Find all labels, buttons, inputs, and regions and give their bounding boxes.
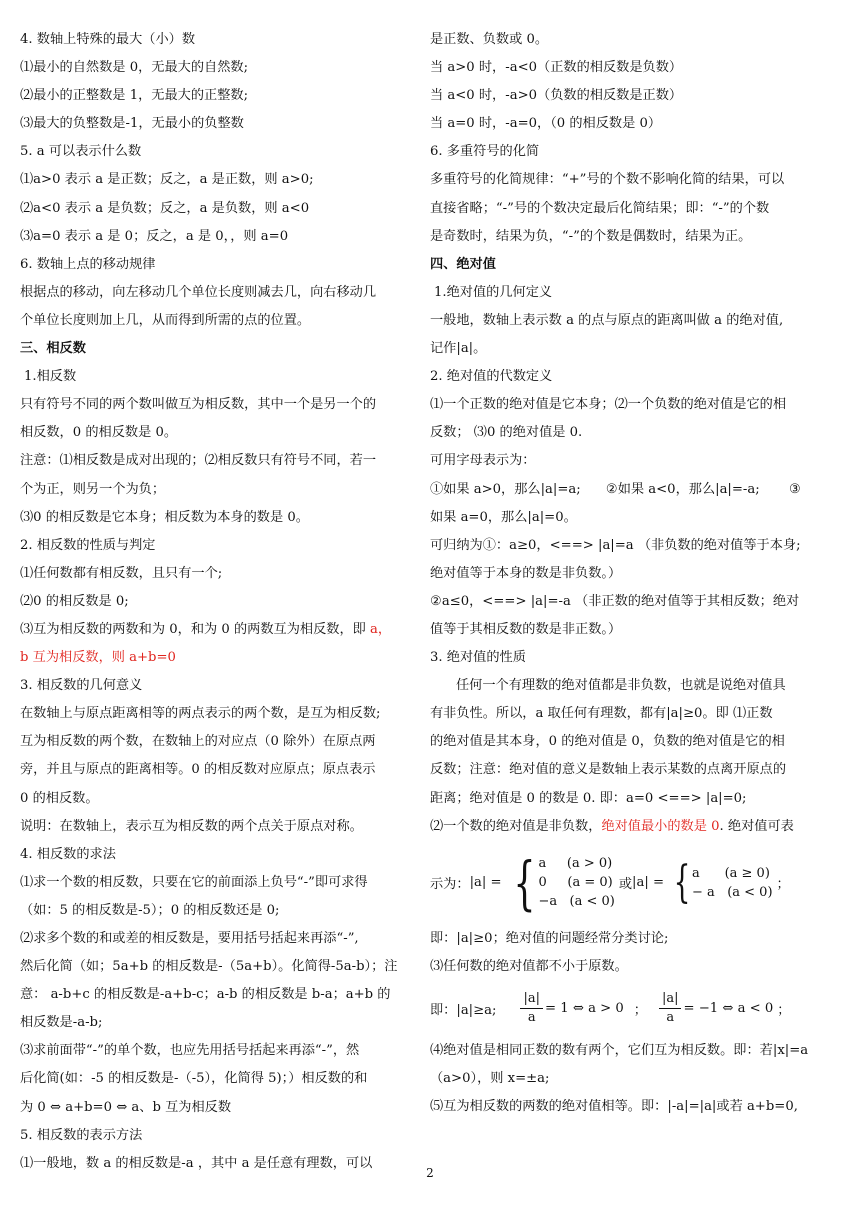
case-row: −a (a < 0) [538,894,615,910]
fraction [520,990,543,1027]
heading-opposite-geometry: 3. 相反数的几何意义 [20,678,143,694]
fraction [659,990,682,1027]
heading-opposite-methods: 4. 相反数的求法 [20,846,116,862]
text-line: ⑸互为相反数的两数的绝对值相等。即：|-a|=|a|或若 a+b=0, [430,1099,798,1115]
case-row: a (a ≥ 0) [692,865,770,881]
heading-what-a-represents: 5. a 可以表示什么数 [20,144,142,160]
page-number: 2 [426,1166,434,1180]
text-line: 说明：在数轴上，表示互为相反数的两个点关于原点对称。 [20,818,363,834]
abs-expression: |a| = [469,875,502,891]
abs-piecewise-formula [430,841,808,925]
abs-ratio-formula [430,981,808,1037]
fraction-numerator: |a| [520,990,543,1009]
text-line: ⑶任何数的绝对值都不小于原数。 [430,958,628,974]
right-column [430,26,808,1121]
text-line: 是正数、负数或 0。 [430,32,549,47]
text-line: 互为相反数的两个数，在数轴上的对应点（0 除外）在原点两 [20,734,376,750]
text-line: 任何一个有理数的绝对值都是非负数，也就是说绝对值具 [456,678,786,694]
left-brace-icon: { [512,848,536,917]
text-line: 可用字母表示为： [430,453,536,469]
text-line: ⑶求前面带“-”的单个数，也应先用括号括起来再添“-”，然 [20,1043,360,1059]
text-line: 一般地，数轴上表示数 a 的点与原点的距离叫做 a 的绝对值, [430,312,784,328]
left-column [20,26,396,1178]
cases-list [538,854,614,911]
text-line: 绝对值等于本身的数是非负数。） [430,565,622,581]
piecewise-two-cases [668,856,773,908]
text-line: ⑷绝对值是相同正数的数有两个，它们互为相反数。即：若|x|=a [430,1042,809,1058]
text-line: 直接省略；“-”号的个数决定最后化简结果；即：“-”的个数 [430,200,770,216]
highlighted-text: b 互为相反数，则 a+b=0 [20,650,176,666]
text-line: ⑴任何数都有相反数，且只有一个; [20,565,223,581]
highlighted-text: a， [370,621,392,637]
text-line: 为 0 ⇔ a+b=0 ⇔ a、b 互为相反数 [20,1099,232,1115]
case-row: 0 (a = 0) [538,875,613,891]
text-line: ⑵求多个数的和或差的相反数是，要用括号括起来再添“-”, [20,931,359,946]
text-line: 0 的相反数。 [20,790,99,806]
text-line: 相反数，0 的相反数是 0。 [20,425,178,441]
heading-opposite-definition: 1.相反数 [24,369,77,385]
text-line: 如果 a=0，那么|a|=0。 [430,509,577,525]
text-line: 当 a<0 时，-a>0（负数的相反数是正数） [430,88,683,104]
text-line: 反数；注意：绝对值的意义是数轴上表示某数的点离开原点的 [430,762,787,778]
heading-special-max-min: 4. 数轴上特殊的最大（小）数 [20,32,196,47]
heading-abs-properties: 3. 绝对值的性质 [430,650,526,666]
text-line: ⑴a>0 表示 a 是正数；反之，a 是正数，则 a>0; [20,172,314,188]
text-line: 可归纳为①：a≥0，<==> |a|=a （非负数的绝对值等于本身; [430,537,801,553]
text-line: （a>0），则 x=±a; [430,1071,550,1086]
text-line: 注意：⑴相反数是成对出现的；⑵相反数只有符号不同，若一 [20,453,377,469]
text-line: 即：|a|≥0；绝对值的问题经常分类讨论; [430,930,669,946]
text-span: ⑵一个数的绝对值是非负数， [430,818,602,834]
text-line: 根据点的移动，向左移动几个单位长度则减去几，向右移动几 [20,284,377,300]
text-line: 当 a>0 时，-a<0（正数的相反数是负数） [430,60,683,76]
text-line: 相反数是-a-b; [20,1015,103,1031]
formula-prefix: 即：|a|≥a; [430,1003,497,1019]
cases-list [692,864,773,902]
text-line: ⑶0 的相反数是它本身；相反数为本身的数是 0。 [20,509,309,525]
text-line: ⑴最小的自然数是 0，无最大的自然数; [20,60,249,76]
fraction-denominator: a [666,1010,675,1026]
formula-tail: = −1 ⇔ a < 0 [683,1001,774,1017]
text-line: 个为正，则另一个为负； [20,481,166,497]
text-line: 只有符号不同的两个数叫做互为相反数，其中一个是另一个的 [20,397,377,413]
text-line [430,813,808,841]
formula-tail: = 1 ⇔ a > 0 [545,1001,624,1017]
text-line: 意： a-b+c 的相反数是-a+b-c；a-b 的相反数是 b-a；a+b 的 [20,987,391,1003]
text-line: ②a≤0，<==> |a|=-a （非正数的绝对值等于其相反数；绝对 [430,593,800,609]
heading-multiple-signs: 6. 多重符号的化简 [430,144,540,160]
text-line [20,616,396,644]
text-line: ⑵最小的正整数是 1，无最大的正整数; [20,88,249,104]
text-line: 在数轴上与原点距离相等的两点表示的两个数，是互为相反数; [20,706,381,722]
heading-point-movement: 6. 数轴上点的移动规律 [20,256,156,272]
piecewise-three-cases [506,848,615,917]
text-span: . 绝对值可表 [719,818,794,834]
text-line: ⑴求一个数的相反数，只要在它的前面添上负号“-”即可求得 [20,874,368,890]
text-line: 多重符号的化简规律：“+”号的个数不影响化简的结果，可以 [430,172,785,188]
text-line: 个单位长度则加上几，从而得到所需的点的位置。 [20,312,311,328]
text-line: ⑴一般地，数 a 的相反数是-a ，其中 a 是任意有理数，可以 [20,1155,373,1171]
text-line: 记作|a|。 [430,341,487,357]
text-line: 反数； ⑶0 的绝对值是 0. [430,425,583,441]
left-brace-icon: { [673,856,691,908]
text-line: 距离；绝对值是 0 的数是 0. 即：a=0 <==> |a|=0; [430,790,747,806]
section-heading-opposite-numbers: 三、相反数 [20,341,86,357]
formula-separator: ； [633,1003,647,1019]
heading-abs-geometric-definition: 1.绝对值的几何定义 [434,284,553,300]
text-line: 有非负性。所以，a 取任何有理数，都有|a|≥0。即 ⑴正数 [430,706,773,722]
highlighted-text: 绝对值最小的数是 0 [601,818,720,834]
formula-prefix: 示为： [430,877,470,893]
text-line: （如：5 的相反数是-5）；0 的相反数还是 0; [20,902,280,918]
text-line: ⑴一个正数的绝对值是它本身；⑵一个负数的绝对值是它的相 [430,397,787,413]
text-line: 然后化简（如；5a+b 的相反数是-（5a+b）。化简得-5a-b）；注 [20,959,398,975]
abs-expression: |a| = [632,875,665,891]
text-line: ⑵a<0 表示 a 是负数；反之，a 是负数，则 a<0 [20,200,310,216]
text-line: ⑵0 的相反数是 0; [20,593,129,609]
text-line: 的绝对值是其本身，0 的绝对值是 0，负数的绝对值是它的相 [430,734,785,750]
text-line: 值等于其相反数的数是非正数。） [430,621,622,637]
fraction-numerator: |a| [659,990,682,1009]
heading-abs-algebraic-definition: 2. 绝对值的代数定义 [430,369,553,385]
fraction-denominator: a [527,1010,536,1026]
heading-opposite-properties: 2. 相反数的性质与判定 [20,537,156,553]
text-line: ①如果 a>0，那么|a|=a; ②如果 a<0，那么|a|=-a; ③ [430,481,801,497]
formula-connector: 或 [618,877,633,893]
section-heading-absolute-value: 四、绝对值 [430,256,496,272]
text-line: 后化简(如：-5 的相反数是-（-5），化简得 5)；）相反数的和 [20,1071,368,1087]
formula-end: ； [777,1003,791,1019]
case-row: a (a > 0) [538,856,613,872]
heading-opposite-representation: 5. 相反数的表示方法 [20,1127,143,1143]
text-span: ⑶互为相反数的两数和为 0，和为 0 的两数互为相反数，即 [20,621,371,637]
text-line: 是奇数时，结果为负，“-”的个数是偶数时，结果为正。 [430,228,752,244]
text-line: ⑶最大的负整数是-1，无最小的负整数 [20,116,244,132]
formula-suffix: ； [776,877,790,893]
text-line: ⑶a=0 表示 a 是 0；反之，a 是 0，，则 a=0 [20,228,289,244]
case-row: − a (a < 0) [692,884,773,900]
text-line: 当 a=0 时，-a=0，（0 的相反数是 0） [430,116,662,132]
text-line: 旁，并且与原点的距离相等。0 的相反数对应原点；原点表示 [20,762,376,778]
